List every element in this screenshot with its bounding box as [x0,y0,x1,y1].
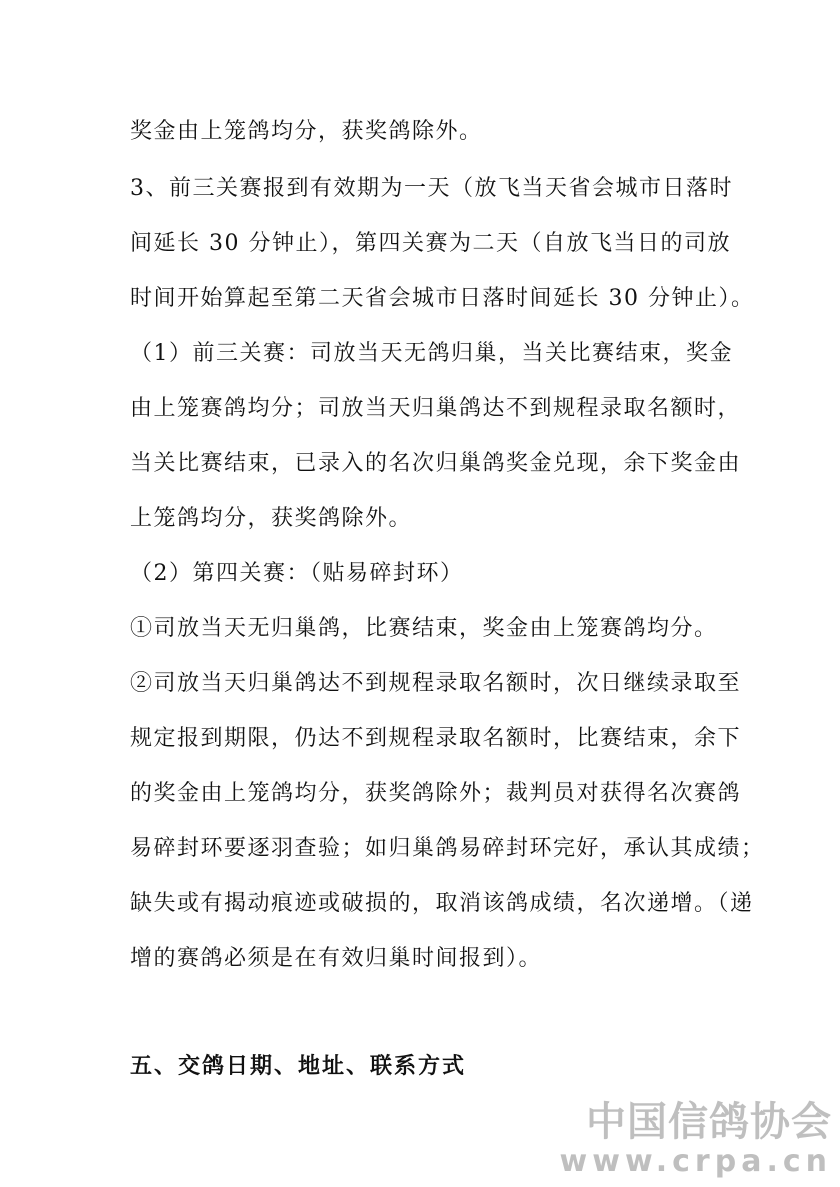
text-line: ①司放当天无归巢鸽，比赛结束，奖金由上笼赛鸽均分。 [130,616,718,641]
watermark-url: www.crpa.cn [559,1144,832,1179]
text-line: 奖金由上笼鸽均分，获奖鸽除外。 [130,119,483,144]
text-line: 3、前三关赛报到有效期为一天（放飞当天省会城市日落时 [130,176,733,201]
text-line: 上笼鸽均分，获奖鸽除外。 [130,506,413,531]
text-line: 缺失或有揭动痕迹或破损的，取消该鸽成绩，名次递增。（递 [130,891,754,916]
text-line: 当关比赛结束，已录入的名次归巢鸽奖金兑现，余下奖金由 [130,451,742,476]
text-line: ②司放当天归巢鸽达不到规程录取名额时，次日继续录取至 [130,671,742,696]
text-line: （1）前三关赛：司放当天无鸽归巢，当关比赛结束，奖金 [130,341,733,366]
text-line: 的奖金由上笼鸽均分，获奖鸽除外；裁判员对获得名次赛鸽 [130,781,742,806]
text-line: 增的赛鸽必须是在有效归巢时间报到）。 [130,946,543,971]
watermark-name: 中国信鸽协会 [586,1099,832,1145]
text-line: 由上笼赛鸽均分；司放当天归巢鸽达不到规程录取名额时， [130,396,742,421]
watermark [560,1099,832,1179]
text-line: 规定报到期限，仍达不到规程录取名额时，比赛结束，余下 [130,726,742,751]
text-line: 易碎封环要逐羽查验；如归巢鸽易碎封环完好，承认其成绩； [130,836,765,861]
section-heading: 五、交鸽日期、地址、联系方式 [130,1054,467,1079]
text-line: 时间开始算起至第二天省会城市日落时间延长 30 分钟止）。 [130,286,755,311]
text-line: （2）第四关赛：（贴易碎封环） [130,561,464,586]
text-line: 间延长 30 分钟止），第四关赛为二天（自放飞当日的司放 [130,231,731,256]
